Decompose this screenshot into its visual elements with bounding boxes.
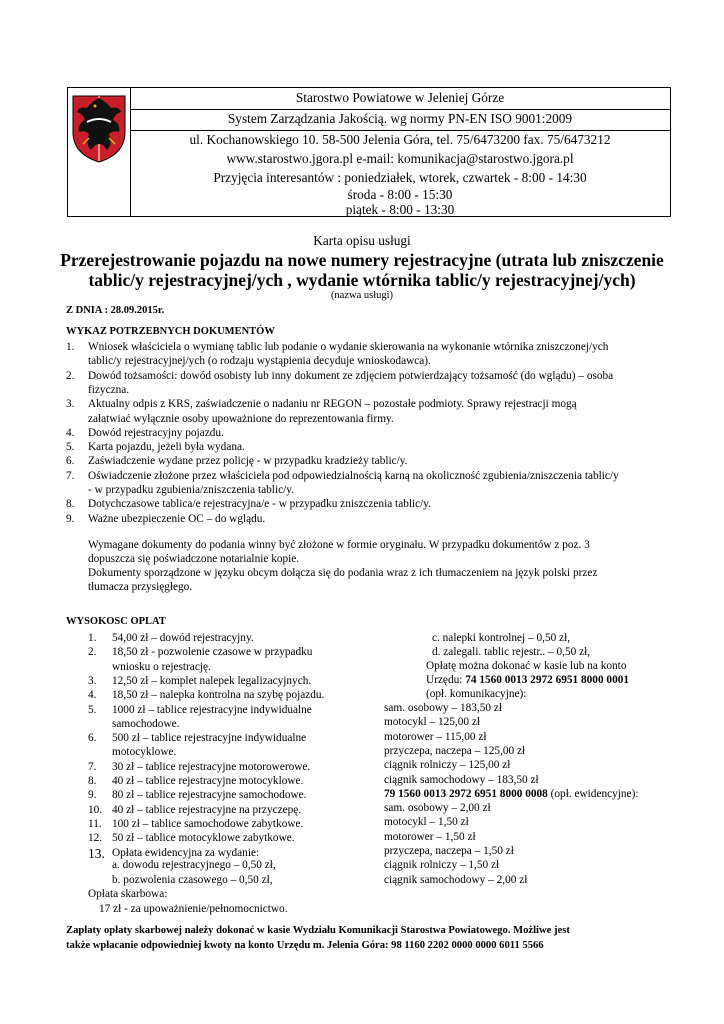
document-item-number: 3. (66, 398, 75, 411)
fee-item-number: 4. (88, 689, 97, 702)
documents-note-line: Dokumenty sporządzone w języku obcym dołącza się do podania wraz z ich tłumaczeniem na język polski przez (88, 567, 598, 579)
fee-item-text: samochodowe. (112, 717, 180, 730)
document-item-number: 7. (66, 469, 75, 482)
document-item-number: 4. (66, 426, 75, 439)
evidence-fee-item: ciągnik rolniczy – 1,50 zł (384, 859, 500, 872)
communication-fee-item: przyczepa, naczepa – 125,00 zł (384, 744, 526, 757)
account-communication: 74 1560 0013 2972 6951 8000 0001 (465, 674, 630, 686)
fee-item-text: 80 zł – tablice rejestracyjne samochodowe. (112, 789, 307, 802)
header-box (67, 87, 671, 217)
account-evid-line (384, 788, 638, 800)
fee-item-number: 1. (88, 632, 97, 644)
fee-item-number: 7. (88, 760, 97, 773)
document-item-text: Wniosek właściciela o wymianę tablic lub podanie o wydanie skierowania na wykonanie wtórnika zniszczonej/ych (88, 341, 609, 353)
document-item-text: Dowód tożsamości: dowód osobisty lub inny dokument ze zdjęciem potwierdzający tożsamość (do wglądu) – osoba (88, 369, 614, 382)
document-item-text: - w przypadku zgubienia/zniszczenia tablic/y. (88, 484, 294, 496)
fee-item-text: wniosku o rejestrację. (112, 660, 211, 673)
address-line: ul. Kochanowskiego 10. 58-500 Jelenia Góra, tel. 75/6473200 fax. 75/6473212 (189, 132, 611, 147)
service-name-note: (nazwa usługi) (330, 290, 394, 301)
evidence-fee-item: przyczepa, naczepa – 1,50 zł (384, 844, 514, 857)
service-title-line2: tablic/y rejestracyjnej/ych , wydanie wtórnika tablic/y rejestracyjnej/ych) (88, 270, 636, 290)
footer-line: Zapłaty opłaty skarbowej należy dokonać w kasie Wydziału Komunikacji Starostwa Powiatowego. Możliwe jest (66, 925, 570, 936)
fee-item-text: 18,50 zł – nalepka kontrolna na szybę pojazdu. (112, 689, 325, 702)
fee-item-text: 30 zł – tablice rejestracyjne motorowerowe. (112, 760, 311, 773)
evid-fee-c: c. nalepki kontrolnej – 0,50 zł, (432, 632, 571, 644)
document-item-number: 8. (66, 498, 75, 511)
header-divider (130, 109, 670, 110)
document-item-number: 1. (66, 341, 75, 353)
footer-line: także wpłacanie odpowiedniej kwoty na konto Urzędu m. Jelenia Góra: 98 1160 2202 0000 0000 6011 5566 (66, 939, 544, 951)
documents-note-line: tłumacza przysięgłego. (88, 581, 193, 593)
document-item-text: Oświadczenie złożone przez właściciela pod odpowiedzialnością karną na okoliczność zgubienia/zniszczenia tablic/y (88, 469, 619, 482)
office-name: Starostwo Powiatowe w Jeleniej Górze (295, 90, 505, 105)
evidence-fee-item: motorower – 1,50 zł (384, 830, 476, 843)
evidence-fee-item: ciągnik samochodowy – 2,00 zł (384, 873, 528, 886)
document-item-text: Karta pojazdu, jeżeli była wydana. (88, 441, 245, 454)
fee-item-text: Opłata ewidencyjna za wydanie: (112, 846, 260, 859)
document-item-text: fizyczna. (88, 383, 130, 396)
hours-line: Przyjęcia interesantów : poniedziałek, wtorek, czwartek - 8:00 - 14:30 (213, 170, 587, 185)
document-item-text: Dotychczasowe tablica/e rejestracyjna/e - w przypadku zniszczenia tablic/y. (88, 498, 432, 511)
coat-of-arms-icon (69, 92, 129, 164)
fee-item-text: 1000 zł – tablice rejestracyjne indywidualne (112, 703, 312, 716)
stamp-fee-value: 17 zł - za upoważnienie/pełnomocnictwo. (99, 903, 288, 915)
fee-item-text: 54,00 zł – dowód rejestracyjny. (112, 632, 254, 644)
payment-prefix: Urzędu: (426, 674, 466, 686)
communication-fee-item: ciągnik rolniczy – 125,00 zł (384, 759, 511, 772)
fee-item-text: 18,50 zł - pozwolenie czasowe w przypadku (112, 646, 313, 659)
payment-info-line2 (426, 674, 629, 686)
fee-item-number: 11. (88, 817, 102, 830)
document-date: Z DNIA : 28.09.2015r. (66, 305, 165, 316)
contact-line: www.starostwo.jgora.pl e-mail: komunikacja@starostwo.jgora.pl (226, 151, 574, 166)
document-item-number: 9. (66, 512, 75, 525)
fee-item-number: 3. (88, 674, 97, 687)
document-item-number: 6. (66, 455, 75, 468)
hours-wednesday: środa - 8:00 - 15:30 (347, 187, 453, 202)
fee-item-text: 40 zł – tablice rejestracyjne motocyklowe. (112, 775, 304, 787)
fee-item-number: 2. (88, 646, 97, 659)
fee-item-number: 8. (88, 775, 97, 787)
account-evid-suffix: (opł. ewidencyjne): (547, 788, 639, 800)
communication-fee-item: motorower – 115,00 zł (384, 730, 487, 743)
fee-item-text: 100 zł – tablice samochodowe zabytkowe. (112, 817, 304, 830)
crest-cell (68, 88, 131, 216)
document-item-number: 2. (66, 369, 75, 382)
fee-item-number: 6. (88, 732, 97, 745)
fee-item-number: 12. (88, 832, 103, 845)
fee-item-number: 10. (88, 803, 103, 816)
document-item-text: Aktualny odpis z KRS, zaświadczenie o nadaniu nr REGON – pozostałe podmioty. Sprawy rejestracji mogą (88, 398, 577, 411)
documents-note-line: Wymagane dokumenty do podania winny być złożone w formie oryginału. W przypadku dokumentów z poz. 3 (88, 539, 590, 551)
communication-fee-item: motocykl – 125,00 zł (384, 716, 481, 729)
fee-item-text: 500 zł – tablice rejestracyjne indywidualne (112, 732, 307, 745)
document-item-text: Zaświadczenie wydane przez policję - w przypadku kradzieży tablic/y. (88, 455, 408, 468)
service-title-line1: Przerejestrowanie pojazdu na nowe numery rejestracyjne (utrata lub zniszczenie (60, 250, 664, 270)
fee-item-text: 12,50 zł – komplet nalepek legalizacyjnych. (112, 674, 312, 687)
communication-fee-item: ciągnik samochodowy – 183,50 zł (384, 773, 539, 786)
evidence-fee-item: motocykl – 1,50 zł (384, 816, 469, 829)
documents-heading: WYKAZ POTRZEBNYCH DOKUMENTÓW (66, 326, 275, 337)
evid-fee-d: d. zalegali. tablic rejestr.. – 0,50 zł, (432, 646, 591, 658)
document-item-text: Dowód rejestracyjny pojazdu. (88, 426, 224, 439)
fee-item-number: 9. (88, 789, 97, 802)
hours-friday: piątek - 8:00 - 13:30 (345, 202, 455, 217)
quality-system: System Zarządzania Jakością. wg normy PN-EN ISO 9001:2009 (227, 111, 573, 126)
evid-fee-b: b. pozwolenia czasowego – 0,50 zł, (112, 874, 273, 886)
fee-item-number: 5. (88, 703, 97, 716)
header-divider (130, 130, 670, 131)
document-item-number: 5. (66, 441, 75, 454)
document-item-text: tablic/y rejestracyjnej/ych (o rodzaju wystąpienia decyduje wnioskodawca). (88, 355, 431, 368)
communication-fee-item: sam. osobowy – 183,50 zł (384, 702, 502, 714)
payment-info-line1: Opłatę można dokonać w kasie lub na konto (426, 660, 627, 672)
card-label: Karta opisu usługi (313, 233, 411, 248)
documents-note-line: dopuszcza się poświadczone notarialnie kopie. (88, 553, 300, 565)
payment-info-line3: (opł. komunikacyjne): (426, 688, 527, 700)
fee-item-text: 40 zł – tablice rejestracyjne na przyczepę. (112, 803, 302, 816)
evidence-fee-item: sam. osobowy – 2,00 zł (384, 802, 491, 814)
stamp-fee-label: Opłata skarbowa: (88, 888, 168, 900)
evid-fee-a: a. dowodu rejestracyjnego – 0,50 zł, (112, 859, 276, 871)
fee-item-text: 50 zł – tablice motocyklowe zabytkowe. (112, 832, 295, 845)
document-item-text: załatwiać wyłącznie osoby upoważnione do reprezentowania firmy. (88, 412, 394, 425)
account-evidence: 79 1560 0013 2972 6951 8000 0008 (384, 788, 548, 800)
fee-item-text: motocyklowe. (112, 746, 177, 759)
fee-item-number: 13. (88, 845, 105, 861)
fees-heading: WYSOKOSC OPLAT (66, 616, 166, 627)
document-item-text: Ważne ubezpieczenie OC – do wglądu. (88, 512, 266, 525)
